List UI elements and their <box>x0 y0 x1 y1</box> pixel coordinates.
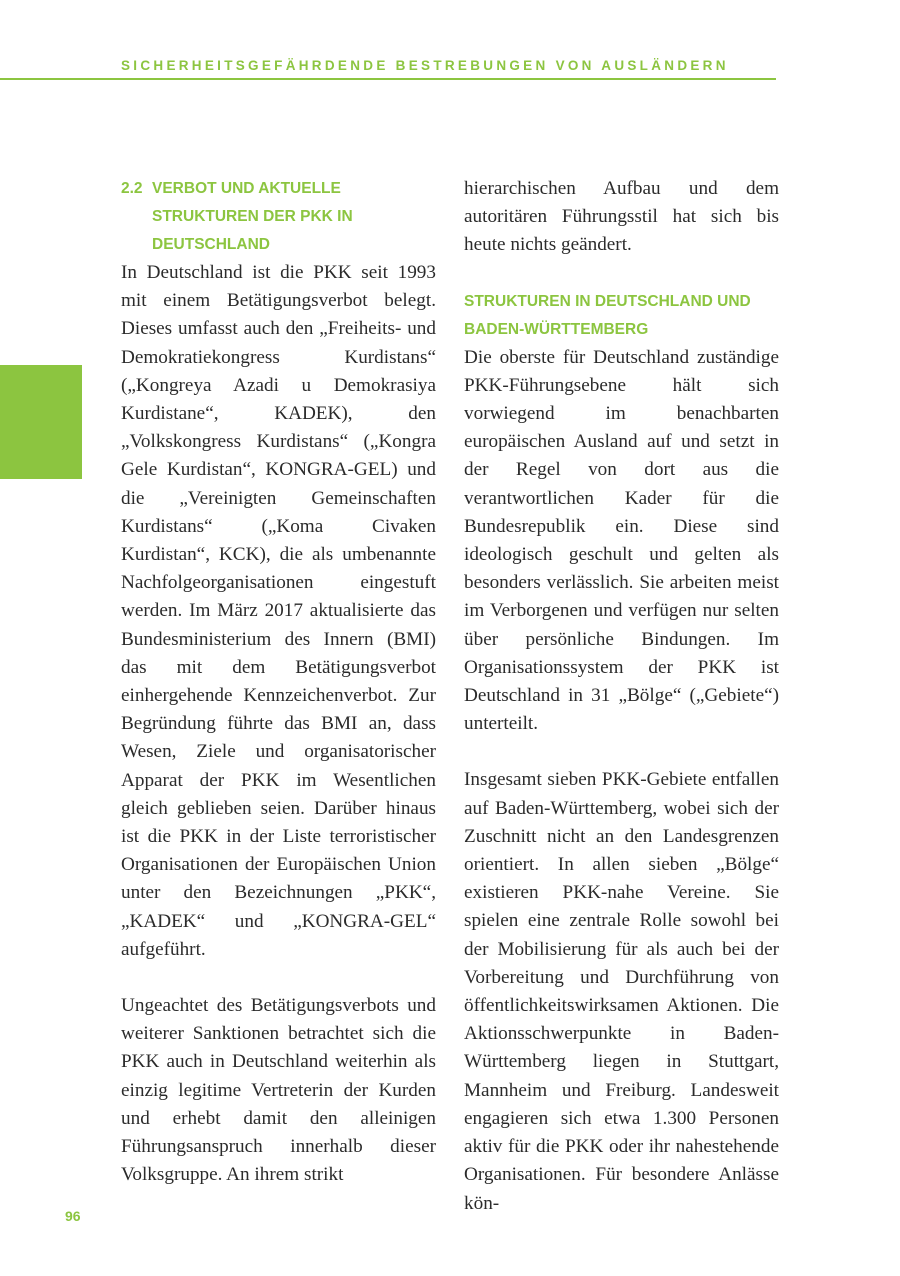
section-heading <box>121 175 436 259</box>
body-paragraph: Die oberste für Deutschland zuständige PKK-Führungsebene hält sich vorwiegend im benachbarten europäischen Ausland auf und setzt in der Regel von dort aus die verantwortlichen Kader für die Bundesrepublik ein. Diese sind ideologisch geschult und gelten als besonders verlässlich. Sie arbeiten meist im Verborgenen und verfügen nur selten über persönliche Bindungen. Im Organisationssystem der PKK ist Deutschland in 31 „Bölge“ („Gebiete“) unterteilt. <box>464 346 779 735</box>
header-rule <box>0 78 776 80</box>
section-title: VERBOT UND AKTUELLE STRUKTUREN DER PKK IN DEUTSCHLAND <box>152 180 353 253</box>
body-paragraph: Ungeachtet des Betätigungsverbots und weiterer Sanktionen betrachtet sich die PKK auch in Deutschland weiterhin als einzig legitime Vertreterin der Kurden und erhebt damit den alleinigen Führungsanspruch innerhalb dieser Volksgruppe. An ihrem strikt <box>121 995 436 1186</box>
continued-paragraph: hierarchischen Aufbau und dem autoritären Führungsstil hat sich bis heute nichts geändert. <box>464 178 779 256</box>
body-paragraph: In Deutschland ist die PKK seit 1993 mit einem Betätigungsverbot belegt. Dieses umfasst auch den „Freiheits- und Demokratiekongress Kurdistans“ („Kongreya Azadi u Demokrasiya Kurdistane“, KADEK), den „Volkskongress Kurdistans“ („Kongra Gele Kurdistan“, KONGRA-GEL) und die „Vereinigten Gemeinschaften Kurdistans“ („Koma Civaken Kurdistan“, KCK), die als umbenannte Nachfolgeorganisationen eingestuft werden. Im März 2017 aktualisierte das Bundesministerium des Innern (BMI) das mit dem Betätigungsverbot einhergehende Kennzeichenverbot. Zur Begründung führte das BMI an, dass Wesen, Ziele und organisatorischer Apparat der PKK im Wesentlichen gleich geblieben seien. Darüber hinaus ist die PKK in der Liste terroristischer Organisationen der Europäischen Union unter den Bezeichnungen „PKK“, „KADEK“ und „KONGRA-GEL“ aufgeführt. <box>121 262 436 960</box>
right-column <box>464 175 779 1218</box>
page-number: 96 <box>65 1208 81 1224</box>
left-column <box>121 175 436 1190</box>
running-header-title: SICHERHEITSGEFÄHRDENDE BESTREBUNGEN VON AUSLÄNDERN <box>121 58 729 73</box>
subsection-heading: STRUKTUREN IN DEUTSCHLAND UND BADEN-WÜRTTEMBERG <box>464 292 751 338</box>
chapter-side-tab <box>0 365 82 479</box>
body-paragraph: Insgesamt sieben PKK-Gebiete entfallen auf Baden-Württemberg, wobei sich der Zuschnitt nicht an den Landesgrenzen orientiert. In allen sieben „Bölge“ existieren PKK-nahe Vereine. Sie spielen eine zentrale Rolle sowohl bei der Mobilisierung für als auch bei der Vorbereitung und Durchführung von öffentlichkeitswirksamen Aktionen. Die Aktionsschwerpunkte in Baden-Württemberg liegen in Stuttgart, Mannheim und Freiburg. Landesweit engagieren sich etwa 1.300 Personen aktiv für die PKK oder ihr nahestehende Organisationen. Für besondere Anlässe kön- <box>464 769 779 1214</box>
section-number: 2.2 <box>121 180 143 197</box>
